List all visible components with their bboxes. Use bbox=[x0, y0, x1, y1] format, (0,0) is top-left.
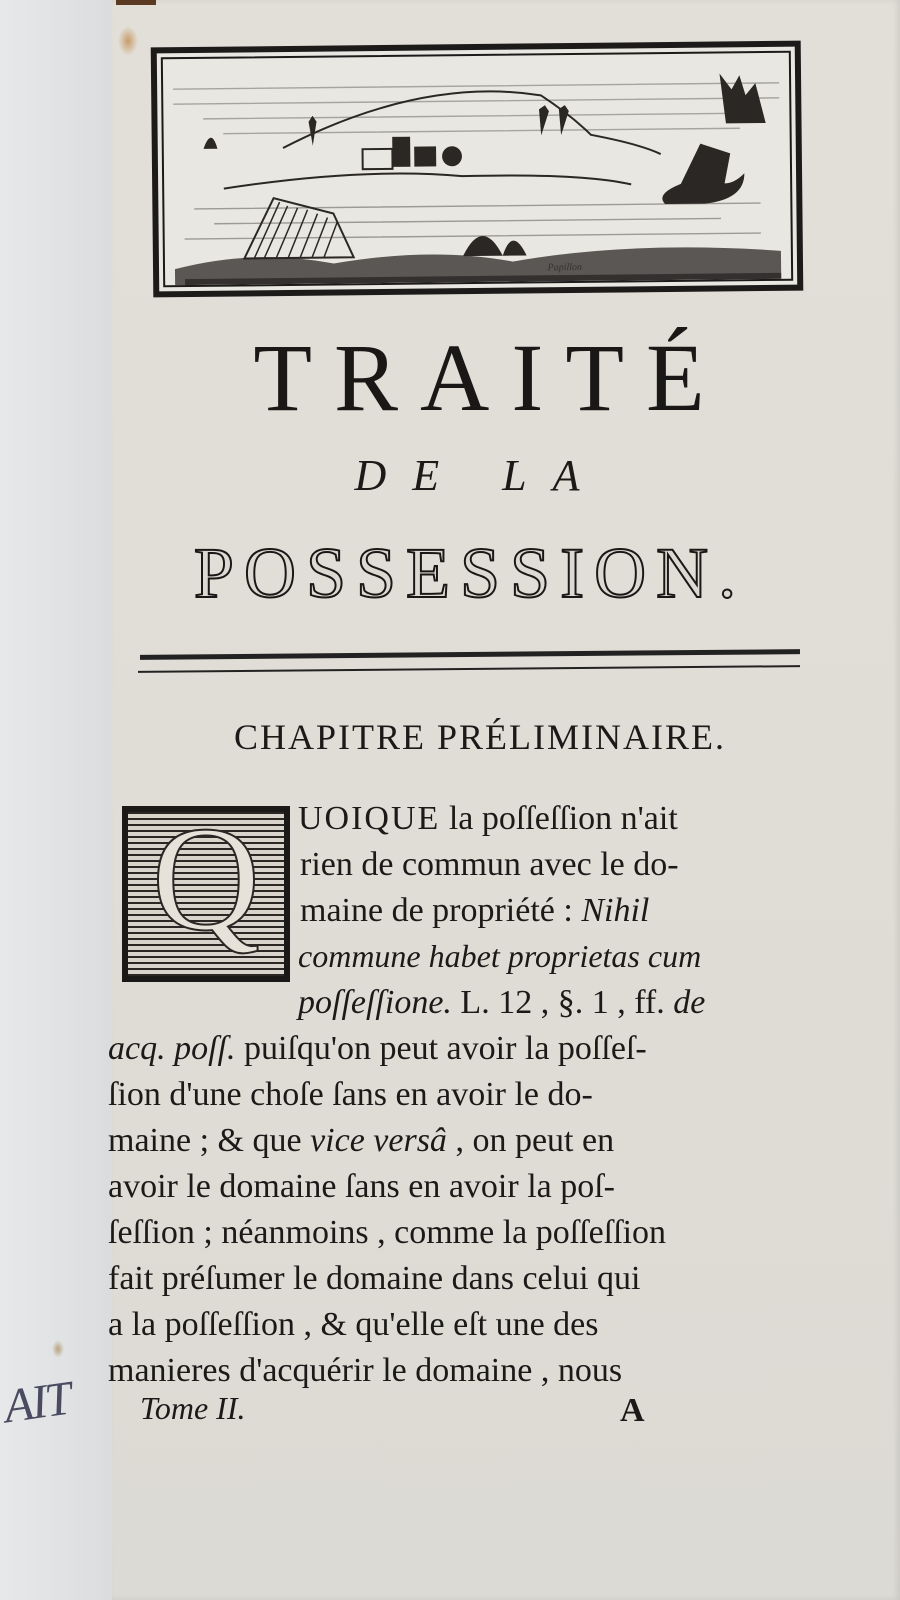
text-line: acq. poſſ. puiſqu'on peut avoir la poſſeſ- bbox=[108, 1030, 647, 1067]
text-line: maine ; & que vice versâ , on peut en bbox=[108, 1122, 615, 1159]
text-line: maine de propriété : Nihil bbox=[300, 892, 650, 929]
text-line: ſion d'une choſe ſans en avoir le do- bbox=[108, 1076, 593, 1113]
book-cover-edge bbox=[116, 0, 156, 5]
engraver-signature: Papillon bbox=[547, 261, 583, 274]
woodcut-landscape-illustration bbox=[161, 51, 793, 288]
facing-page bbox=[0, 0, 118, 1600]
text-line: ſeſſion ; néanmoins , comme la poſſeſſion bbox=[108, 1214, 667, 1251]
text-line: fait préſumer le domaine dans celui qui bbox=[108, 1260, 641, 1297]
facing-page-bleed-text: AIT bbox=[0, 1371, 74, 1434]
foxing-stain bbox=[118, 26, 138, 56]
woodcut-headpiece bbox=[151, 41, 804, 298]
signature-mark: A bbox=[620, 1392, 645, 1429]
text-line: rien de commun avec le do- bbox=[300, 846, 679, 883]
text-line: UOIQUE la poſſeſſion n'ait bbox=[298, 800, 678, 837]
drop-cap-letter: Q bbox=[151, 796, 261, 962]
landscape-icon bbox=[163, 53, 791, 286]
text-line: avoir le domaine ſans en avoir la poſ- bbox=[108, 1168, 615, 1205]
decorated-initial bbox=[122, 796, 290, 982]
title-subtitle: DE LA bbox=[354, 451, 606, 500]
text-line: manieres d'acquérir le domaine , nous bbox=[108, 1352, 623, 1389]
text-line: a la poſſeſſion , & qu'elle eſt une des bbox=[108, 1306, 599, 1343]
volume-label: Tome II. bbox=[140, 1390, 246, 1426]
title-main: TRAITÉ bbox=[253, 324, 727, 431]
text-line: poſſeſſione. L. 12 , §. 1 , ff. de bbox=[298, 984, 706, 1021]
foxing-stain bbox=[52, 1340, 64, 1358]
chapter-heading: CHAPITRE PRÉLIMINAIRE. bbox=[234, 717, 726, 757]
text-line: commune habet proprietas cum bbox=[298, 938, 702, 974]
title-ornate: POSSESSION. bbox=[193, 533, 747, 613]
